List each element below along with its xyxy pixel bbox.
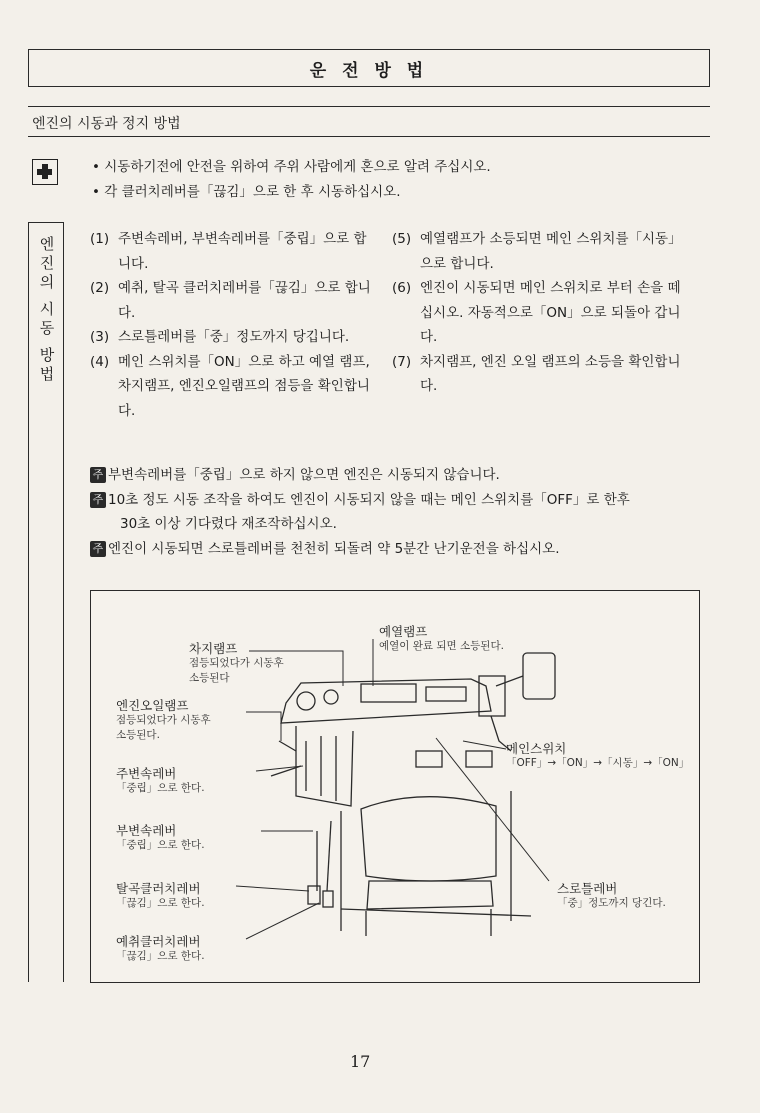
section-top-rule (28, 106, 710, 107)
controls-diagram (90, 590, 700, 983)
main-shift-lever-label: 주변속레버 「중립」으로 한다. (116, 766, 205, 794)
note-item: 주 엔진이 시동되면 스로틀레버를 천천히 되돌려 약 5분간 난기운전을 하십시오. (90, 537, 710, 562)
steps-left-column (90, 227, 372, 423)
note-item: 주 부변속레버를「중립」으로 하지 않으면 엔진은 시동되지 않습니다. (90, 463, 710, 488)
side-tab (28, 222, 64, 982)
oil-lamp-label: 엔진오일램프 점등되었다가 시동후 소등된다. (116, 698, 211, 741)
side-tab-char: 의 (39, 273, 55, 291)
threshing-clutch-label: 탈곡클러치레버 「끊김」으로 한다. (116, 881, 205, 909)
side-tab-char: 시 (39, 300, 55, 318)
section-title: 엔진의 시동과 정지 방법 (32, 116, 181, 132)
first-aid-icon (32, 159, 58, 185)
notes (90, 463, 710, 561)
side-tab-char: 엔 (39, 235, 55, 253)
page-number: 17 (350, 1052, 371, 1071)
note-icon: 주 (90, 467, 106, 483)
bullet-item: • 시동하기전에 안전을 위하여 주위 사람에게 혼으로 알려 주십시오. (92, 155, 491, 180)
side-tab-label (29, 235, 65, 384)
note-continuation: 30초 이상 기다렸다 재조작하십시오. (120, 516, 337, 532)
note-item: 주 10초 정도 시동 조작을 하여도 엔진이 시동되지 않을 때는 메인 스위치를「OFF」로 한후 (90, 488, 710, 513)
bullet-item: • 각 클러치레버를「끊김」으로 한 후 시동하십시오. (92, 180, 491, 205)
page-title: 운 전 방 법 (309, 60, 429, 81)
cutting-clutch-label: 예취클러치레버 「끊김」으로 한다. (116, 934, 205, 962)
step-item: (3) 스로틀레버를「중」정도까지 당깁니다. (90, 329, 350, 345)
preheat-lamp-label: 예열램프 예열이 완료 되면 소등된다. (379, 624, 504, 652)
note-icon: 주 (90, 541, 106, 557)
step-item: (7) 차지램프, 엔진 오일 램프의 소등을 확인합니다. (392, 353, 681, 394)
step-item: (4) 메인 스위치를「ON」으로 하고 예열 램프, 차지램프, 엔진오일램프의 점등을 확인합니다. (90, 353, 370, 419)
section-bottom-rule (28, 136, 710, 137)
sub-shift-lever-label: 부변속레버 「중립」으로 한다. (116, 823, 205, 851)
step-item: (1) 주변속레버, 부변속레버를「중립」으로 합니다. (90, 231, 367, 272)
step-item: (6) 엔진이 시동되면 메인 스위치로 부터 손을 떼십시오. 자동적으로「ON」으로 되돌아 갑니다. (392, 280, 681, 345)
side-tab-char: 동 (39, 319, 55, 337)
throttle-lever-label: 스로틀레버 「중」정도까지 당긴다. (557, 881, 666, 909)
intro-bullets (92, 155, 491, 205)
step-item: (2) 예취, 탈곡 클러치레버를「끊김」으로 합니다. (90, 280, 371, 321)
charge-lamp-label: 차지램프 점등되었다가 시동후 소등된다 (189, 641, 284, 684)
side-tab-char: 진 (39, 254, 55, 272)
step-item: (5) 예열램프가 소등되면 메인 스위치를「시동」으로 합니다. (392, 231, 682, 272)
side-tab-char: 방 (39, 346, 55, 364)
page-title-box (28, 49, 710, 87)
side-tab-char: 법 (39, 365, 55, 383)
main-switch-label: 메인스위치 「OFF」→「ON」→「시동」→「ON」 (506, 741, 690, 769)
steps-right-column (392, 227, 682, 399)
note-icon: 주 (90, 492, 106, 508)
